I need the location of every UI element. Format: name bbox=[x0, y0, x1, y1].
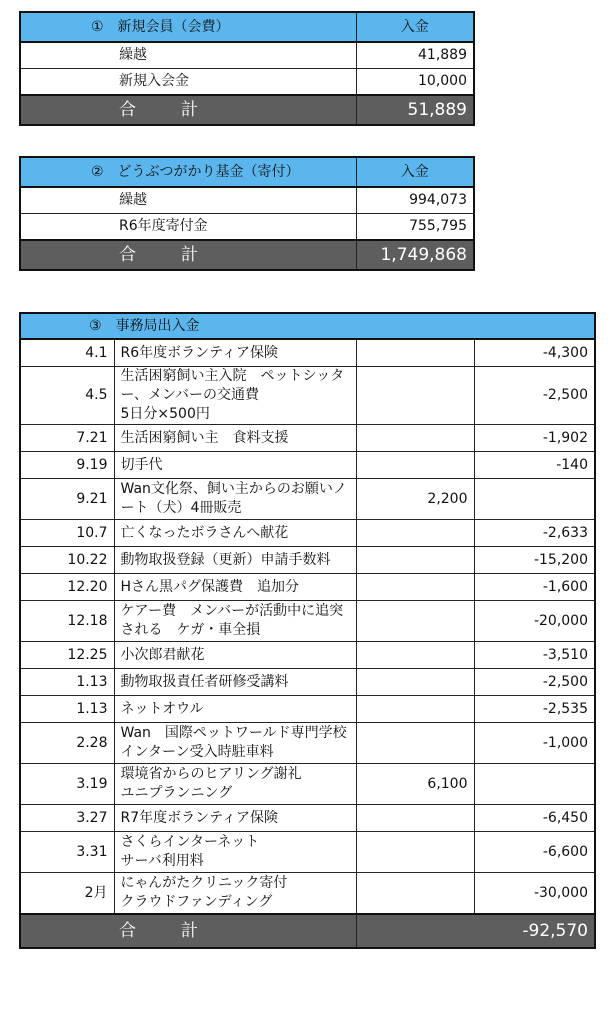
row-expense: -2,500 bbox=[474, 367, 595, 425]
row-description: R6年度ボランティア保険 bbox=[114, 339, 356, 367]
row-expense: -15,200 bbox=[474, 547, 595, 574]
row-date: 3.19 bbox=[20, 764, 114, 805]
table-row bbox=[20, 764, 595, 805]
row-expense bbox=[474, 764, 595, 805]
row-expense: -1,600 bbox=[474, 574, 595, 601]
table-row bbox=[20, 520, 595, 547]
column-header-income: 入金 bbox=[356, 12, 474, 42]
row-expense: -2,633 bbox=[474, 520, 595, 547]
row-label: 繰越 bbox=[20, 187, 356, 214]
row-description: 小次郎君献花 bbox=[114, 642, 356, 669]
row-date: 9.21 bbox=[20, 479, 114, 520]
row-date: 3.27 bbox=[20, 805, 114, 832]
row-income bbox=[356, 832, 474, 873]
row-income bbox=[356, 601, 474, 642]
row-description: 生活困窮飼い主入院 ペットシッター、メンバーの交通費 5日分×500円 bbox=[114, 367, 356, 425]
total-label: 合 計 bbox=[20, 95, 356, 125]
row-expense: -20,000 bbox=[474, 601, 595, 642]
row-date: 10.7 bbox=[20, 520, 114, 547]
row-expense: -30,000 bbox=[474, 873, 595, 915]
total-row bbox=[20, 240, 474, 270]
row-amount: 755,795 bbox=[356, 214, 474, 241]
row-date: 1.13 bbox=[20, 696, 114, 723]
row-description: Wan 国際ペットワールド専門学校 インターン受入時駐車料 bbox=[114, 723, 356, 764]
row-date: 2.28 bbox=[20, 723, 114, 764]
table-row bbox=[20, 42, 474, 69]
total-value: -92,570 bbox=[356, 914, 595, 948]
row-date: 12.20 bbox=[20, 574, 114, 601]
row-expense: -4,300 bbox=[474, 339, 595, 367]
table-row bbox=[20, 805, 595, 832]
row-income bbox=[356, 873, 474, 915]
total-label: 合 計 bbox=[20, 914, 356, 948]
row-date: 7.21 bbox=[20, 425, 114, 452]
row-income bbox=[356, 520, 474, 547]
row-income bbox=[356, 367, 474, 425]
row-description: Hさん黒パグ保護費 追加分 bbox=[114, 574, 356, 601]
row-income bbox=[356, 574, 474, 601]
row-income bbox=[356, 723, 474, 764]
row-income bbox=[356, 669, 474, 696]
table-row bbox=[20, 547, 595, 574]
table-row bbox=[20, 187, 474, 214]
table-row bbox=[20, 69, 474, 96]
table-row bbox=[20, 696, 595, 723]
row-expense: -6,450 bbox=[474, 805, 595, 832]
row-amount: 10,000 bbox=[356, 69, 474, 96]
table-row bbox=[20, 367, 595, 425]
row-description: 生活困窮飼い主 食料支援 bbox=[114, 425, 356, 452]
row-expense: -2,500 bbox=[474, 669, 595, 696]
row-date: 1.13 bbox=[20, 669, 114, 696]
table-row bbox=[20, 452, 595, 479]
row-date: 2月 bbox=[20, 873, 114, 915]
row-label: 繰越 bbox=[20, 42, 356, 69]
row-income bbox=[356, 696, 474, 723]
row-label: R6年度寄付金 bbox=[20, 214, 356, 241]
row-expense: -3,510 bbox=[474, 642, 595, 669]
total-label: 合 計 bbox=[20, 240, 356, 270]
row-description: さくらインターネット サーバ利用料 bbox=[114, 832, 356, 873]
table-row bbox=[20, 574, 595, 601]
row-income bbox=[356, 805, 474, 832]
total-value: 1,749,868 bbox=[356, 240, 474, 270]
row-amount: 41,889 bbox=[356, 42, 474, 69]
row-label: 新規入会金 bbox=[20, 69, 356, 96]
row-description: 環境省からのヒアリング謝礼 ユニプランニング bbox=[114, 764, 356, 805]
row-description: Wan文化祭、飼い主からのお願いノート（犬）4冊販売 bbox=[114, 479, 356, 520]
table-row bbox=[20, 642, 595, 669]
row-description: ネットオウル bbox=[114, 696, 356, 723]
donation-fund-table bbox=[19, 156, 475, 271]
row-income bbox=[356, 547, 474, 574]
row-expense: -2,535 bbox=[474, 696, 595, 723]
row-description: 亡くなったボラさんへ献花 bbox=[114, 520, 356, 547]
row-expense: -6,600 bbox=[474, 832, 595, 873]
row-amount: 994,073 bbox=[356, 187, 474, 214]
total-row bbox=[20, 95, 474, 125]
row-income bbox=[356, 452, 474, 479]
row-date: 12.25 bbox=[20, 642, 114, 669]
membership-fee-table bbox=[19, 11, 475, 126]
row-description: R7年度ボランティア保険 bbox=[114, 805, 356, 832]
table-title: ① 新規会員（会費） bbox=[20, 12, 356, 42]
row-income bbox=[356, 339, 474, 367]
row-description: にゃんがたクリニック寄付 クラウドファンディング bbox=[114, 873, 356, 915]
table-row bbox=[20, 425, 595, 452]
row-date: 4.5 bbox=[20, 367, 114, 425]
row-expense: -1,000 bbox=[474, 723, 595, 764]
row-expense bbox=[474, 479, 595, 520]
table-title: ② どうぶつがかり基金（寄付） bbox=[20, 157, 356, 187]
office-transactions-table bbox=[19, 312, 596, 949]
table-row bbox=[20, 669, 595, 696]
table-row bbox=[20, 723, 595, 764]
row-income: 6,100 bbox=[356, 764, 474, 805]
row-income: 2,200 bbox=[356, 479, 474, 520]
table-row bbox=[20, 214, 474, 241]
total-value: 51,889 bbox=[356, 95, 474, 125]
row-description: 動物取扱登録（更新）申請手数料 bbox=[114, 547, 356, 574]
table-row bbox=[20, 339, 595, 367]
row-date: 4.1 bbox=[20, 339, 114, 367]
table-row bbox=[20, 873, 595, 915]
row-expense: -1,902 bbox=[474, 425, 595, 452]
row-description: 切手代 bbox=[114, 452, 356, 479]
row-date: 12.18 bbox=[20, 601, 114, 642]
row-date: 3.31 bbox=[20, 832, 114, 873]
row-income bbox=[356, 642, 474, 669]
table-row bbox=[20, 601, 595, 642]
table-row bbox=[20, 479, 595, 520]
row-date: 10.22 bbox=[20, 547, 114, 574]
total-row bbox=[20, 914, 595, 948]
row-expense: -140 bbox=[474, 452, 595, 479]
row-description: ケアー費 メンバーが活動中に追突される ケガ・車全損 bbox=[114, 601, 356, 642]
column-header-income: 入金 bbox=[356, 157, 474, 187]
row-date: 9.19 bbox=[20, 452, 114, 479]
row-income bbox=[356, 425, 474, 452]
table-title: ③ 事務局出入金 bbox=[20, 313, 595, 339]
table-row bbox=[20, 832, 595, 873]
row-description: 動物取扱責任者研修受講料 bbox=[114, 669, 356, 696]
